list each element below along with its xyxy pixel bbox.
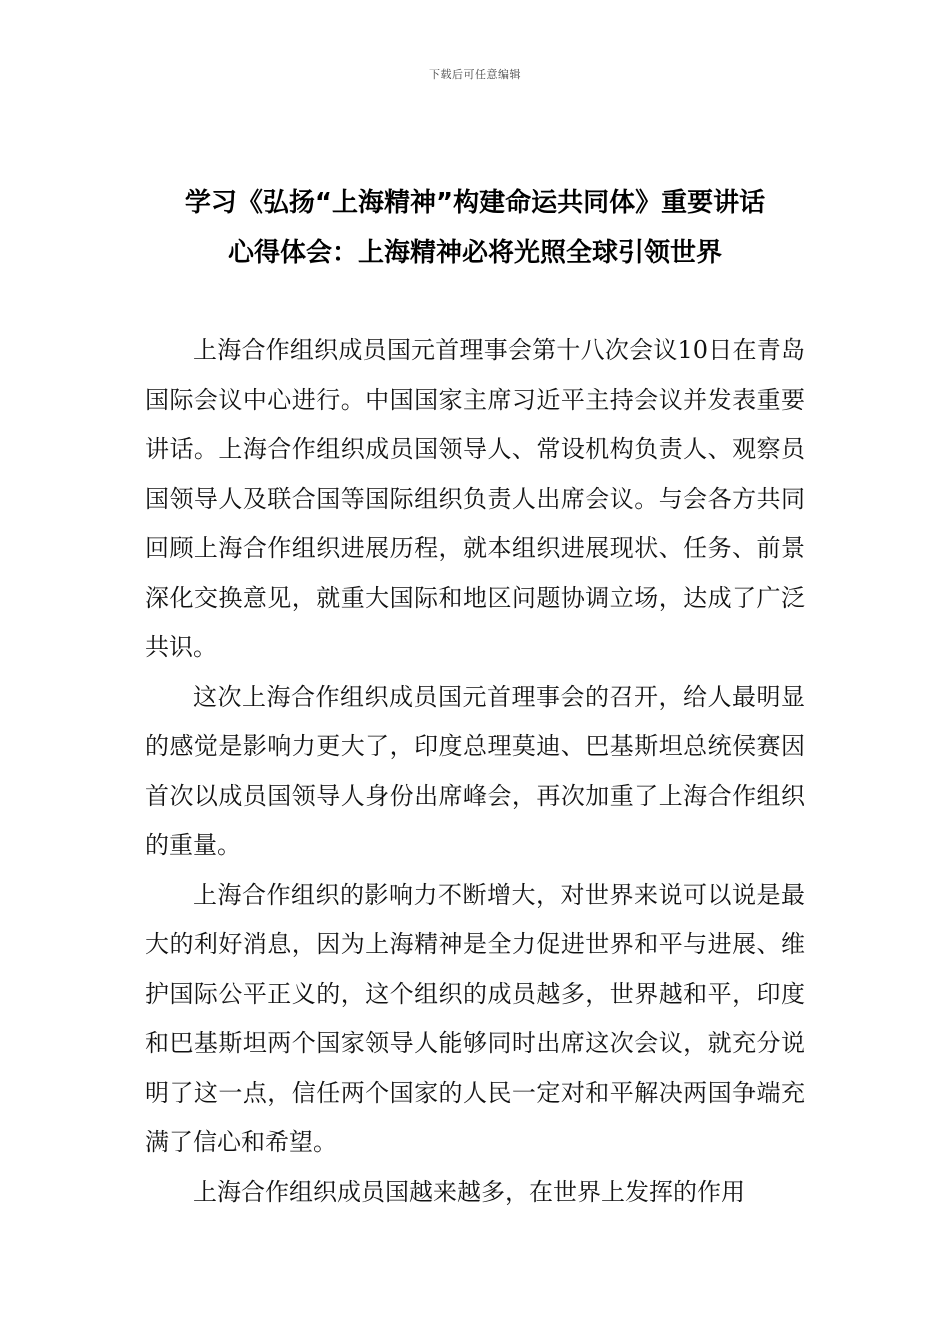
paragraph-3: 上海合作组织的影响力不断增大，对世界来说可以说是最大的利好消息，因为上海精神是全力促进世界和平与进展、维护国际公平正义的，这个组织的成员越多，世界越和平，印度和巴基斯坦两个国家领导人能够同时出席这次会议，就充分说明了这一点，信任两个国家的人民一定对和平解决两国争端充满了信心和希望。 — [145, 880, 805, 1156]
title-line-1: 学习《弘扬“上海精神”构建命运共同体》重要讲话 — [184, 188, 766, 218]
paragraph-4: 上海合作组织成员国越来越多，在世界上发挥的作用 — [193, 1177, 745, 1206]
paragraph-2: 这次上海合作组织成员国元首理事会的召开，给人最明显的感觉是影响力更大了，印度总理莫迪、巴基斯坦总统侯赛因首次以成员国领导人身份出席峰会，再次加重了上海合作组织的重量。 — [145, 682, 805, 859]
paragraph-1: 上海合作组织成员国元首理事会第十八次会议10日在青岛国际会议中心进行。中国国家主席习近平主持会议并发表重要讲话。上海合作组织成员国领导人、常设机构负责人、观察员国领导人及联合国等国际组织负责人出席会议。与会各方共同回顾上海合作组织进展历程，就本组织进展现状、任务、前景深化交换意见，就重大国际和地区问题协调立场，达成了广泛共识。 — [145, 336, 805, 661]
header-note: 下载后可任意编辑 — [429, 68, 521, 81]
document-body — [145, 326, 805, 1217]
document-title — [0, 178, 950, 278]
title-line-2: 心得体会：上海精神必将光照全球引领世界 — [227, 238, 722, 268]
